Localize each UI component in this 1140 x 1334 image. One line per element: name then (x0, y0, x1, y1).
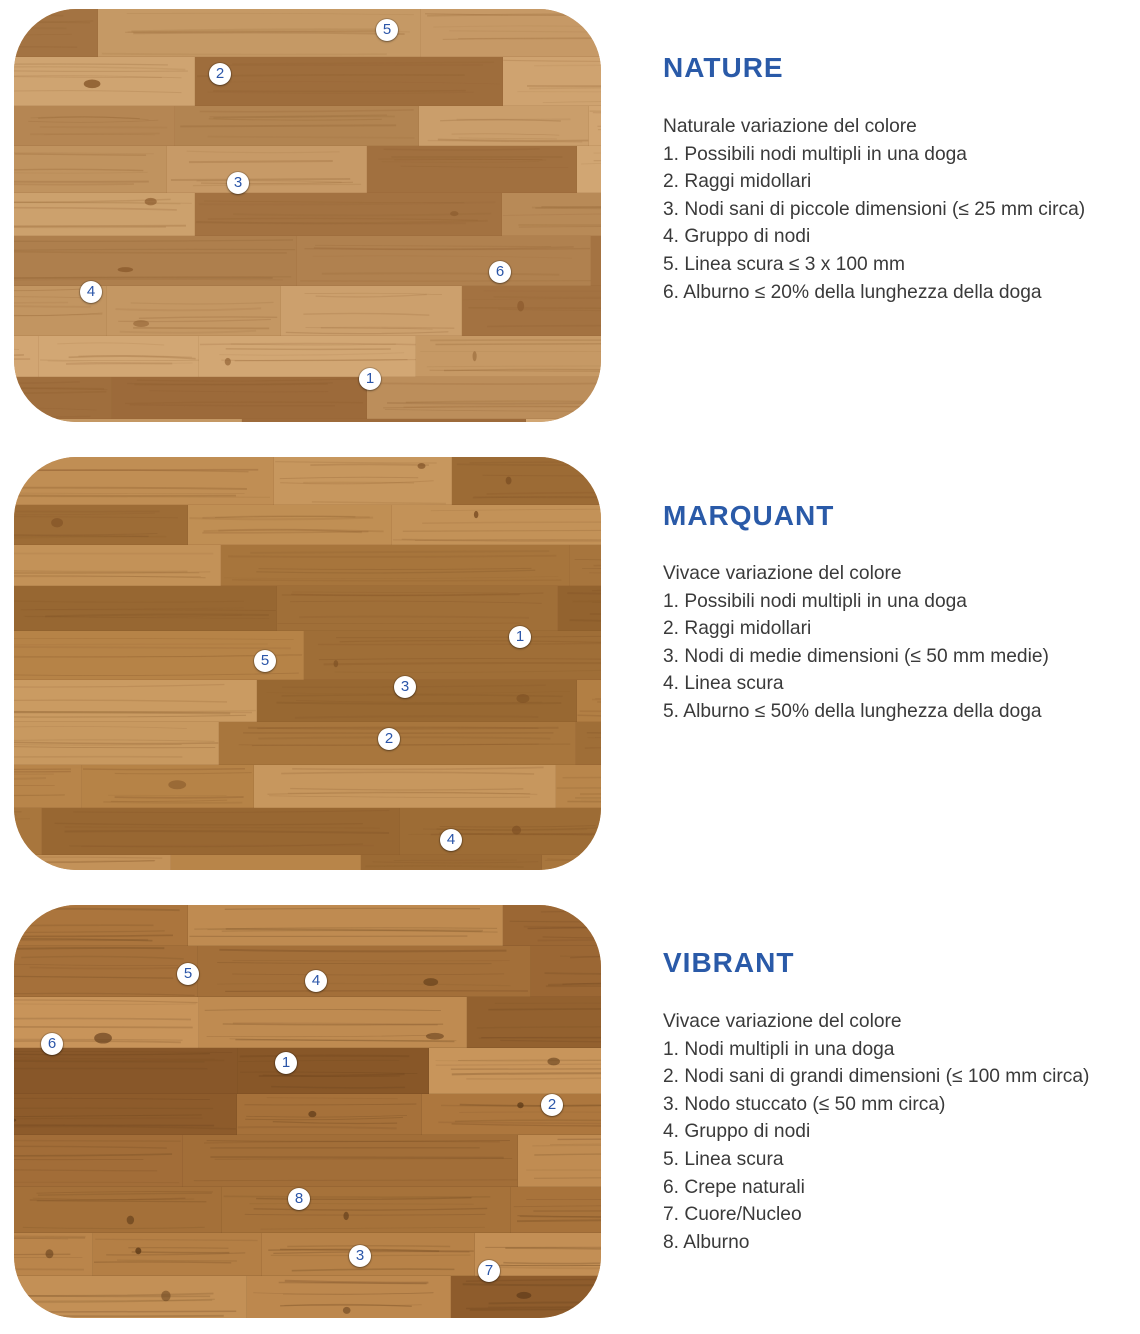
wood-grain (224, 1196, 491, 1197)
wood-grain (225, 991, 528, 992)
wood-grain (14, 1027, 193, 1028)
wood-knot (516, 694, 529, 703)
wood-grain (14, 1254, 70, 1255)
wood-knot (423, 978, 438, 986)
wood-plank (188, 905, 503, 946)
wood-plank (14, 946, 198, 997)
marker-4: 4 (305, 970, 327, 992)
list-item: 2. Raggi midollari (663, 171, 812, 193)
wood-plank (531, 946, 601, 997)
wood-knot (418, 463, 426, 469)
wood-knot (118, 267, 133, 272)
wood-grain (518, 225, 601, 226)
wood-knot (84, 79, 101, 88)
marker-1: 1 (275, 1052, 297, 1074)
wood-grain (557, 787, 601, 788)
wood-grain (567, 593, 601, 594)
wood-knot (133, 320, 149, 327)
wood-grain (14, 303, 68, 304)
wood-grain (14, 1060, 224, 1061)
wood-grain (128, 1248, 228, 1249)
wood-plank (429, 1048, 601, 1094)
list-item: 4. Linea scura (663, 673, 784, 695)
wood-texture (14, 9, 601, 422)
list-item: 3. Nodi sani di piccole dimensioni (≤ 25 mm circa) (663, 198, 1086, 220)
wood-knot (450, 211, 458, 216)
marker-2: 2 (541, 1094, 563, 1116)
wood-knot (343, 1307, 351, 1314)
section-title-marquant: MARQUANT (663, 500, 835, 531)
wood-grain (226, 349, 391, 350)
wood-grain (14, 184, 134, 185)
description-list-marquant (663, 560, 1049, 726)
marker-3: 3 (227, 172, 249, 194)
wood-plank (198, 946, 531, 997)
wood-grain (458, 1060, 601, 1061)
list-item: 4. Gruppo di nodi (663, 1121, 811, 1143)
wood-plank (254, 765, 556, 808)
wood-plank (14, 1094, 237, 1135)
wood-knot (517, 1102, 523, 1108)
list-item: 2. Nodi sani di grandi dimensioni (≤ 100 mm circa) (663, 1066, 1090, 1088)
wood-sample-nature (14, 9, 601, 422)
wood-grain (132, 1252, 230, 1253)
wood-plank (526, 419, 601, 422)
marker-2: 2 (378, 728, 400, 750)
list-item: 3. Nodo stuccato (≤ 50 mm circa) (663, 1093, 946, 1115)
wood-grain (287, 1246, 450, 1247)
wood-grain (14, 1236, 86, 1237)
wood-grain (40, 127, 167, 128)
wood-grain (452, 1073, 601, 1074)
wood-sample-vibrant (14, 905, 601, 1318)
wood-knot (517, 301, 524, 312)
wood-grain (14, 769, 71, 770)
marker-1: 1 (509, 626, 531, 648)
list-item: 5. Alburno ≤ 50% della lunghezza della doga (663, 700, 1042, 722)
wood-plank (503, 57, 601, 106)
wood-knot (343, 1212, 348, 1220)
wood-grain (14, 1140, 181, 1141)
wood-grain (83, 769, 245, 770)
list-item: 6. Alburno ≤ 20% della lunghezza della doga (663, 281, 1042, 303)
wood-grain (189, 161, 333, 162)
wood-knot (547, 1058, 560, 1066)
list-item: 3. Nodi di medie dimensioni (≤ 50 mm medie) (663, 645, 1049, 667)
wood-knot (506, 477, 512, 485)
wood-texture (14, 457, 601, 870)
wood-grain (488, 1009, 601, 1010)
wood-grain (276, 703, 561, 704)
wood-plank (188, 505, 392, 545)
wood-grain (592, 699, 601, 700)
marker-5: 5 (376, 19, 398, 41)
wood-plank (462, 286, 601, 336)
list-item: Vivace variazione del colore (663, 1011, 902, 1032)
wood-plank (171, 855, 361, 870)
wood-grain (14, 795, 65, 796)
wood-grain (569, 620, 601, 621)
wood-grain (133, 328, 269, 329)
wood-grain (210, 1157, 503, 1158)
list-item: 1. Nodi multipli in una doga (663, 1038, 895, 1060)
wood-plank (576, 722, 601, 765)
section-title-vibrant: VIBRANT (663, 947, 795, 978)
wood-plank (518, 1135, 601, 1187)
wood-grain (14, 28, 66, 29)
wood-plank (14, 545, 221, 586)
list-item: 6. Crepe naturali (663, 1176, 805, 1198)
wood-knot (94, 1033, 112, 1044)
wood-grain (14, 1068, 207, 1069)
wood-grain (524, 927, 601, 928)
wood-grain (310, 464, 429, 465)
wood-grain (115, 797, 244, 798)
marker-3: 3 (394, 676, 416, 698)
section-title-nature: NATURE (663, 52, 784, 83)
list-item: Vivace variazione del colore (663, 563, 902, 584)
wood-plank (392, 505, 601, 545)
wood-grain (14, 1125, 214, 1126)
list-item: 2. Raggi midollari (663, 618, 812, 640)
wood-plank (367, 146, 577, 193)
wood-plank (199, 336, 416, 377)
wood-knot (426, 1033, 444, 1040)
wood-knot (308, 1111, 316, 1117)
wood-knot (145, 198, 157, 206)
wood-grain (590, 614, 601, 615)
wood-grain (14, 511, 160, 512)
marker-4: 4 (80, 281, 102, 303)
wood-knot (168, 780, 186, 789)
marker-2: 2 (209, 63, 231, 85)
wood-grain (550, 869, 601, 870)
wood-plank (591, 236, 601, 286)
wood-knot (473, 351, 477, 361)
marker-1: 1 (359, 368, 381, 390)
list-item: 4. Gruppo di nodi (663, 226, 811, 248)
wood-grain (533, 1210, 601, 1211)
marker-5: 5 (254, 650, 276, 672)
wood-knot (135, 1247, 141, 1254)
list-item: 5. Linea scura ≤ 3 x 100 mm (663, 253, 905, 275)
wood-grain (14, 226, 186, 227)
description-list-vibrant (663, 1008, 1089, 1256)
wood-plank (422, 1094, 601, 1135)
wood-knot (127, 1216, 134, 1225)
wood-texture (14, 905, 601, 1318)
wood-plank (400, 808, 601, 855)
description-list-nature (663, 113, 1085, 306)
list-item: 1. Possibili nodi multipli in una doga (663, 590, 967, 612)
wood-knot (334, 660, 339, 667)
marker-6: 6 (489, 261, 511, 283)
wood-grain (14, 47, 77, 48)
wood-knot (474, 511, 479, 518)
marker-8: 8 (288, 1188, 310, 1210)
wood-grain (529, 88, 601, 89)
wood-grain (213, 91, 465, 92)
wood-knot (225, 358, 231, 366)
wood-grain (14, 1311, 236, 1312)
list-item: 1. Possibili nodi multipli in una doga (663, 143, 967, 165)
wood-knot (45, 1249, 53, 1258)
list-item: Naturale variazione del colore (663, 116, 917, 137)
wood-plank (242, 419, 526, 422)
list-item: 7. Cuore/Nucleo (663, 1204, 802, 1226)
wood-sample-marquant (14, 457, 601, 870)
wood-grain (14, 495, 236, 496)
wood-knot (516, 1292, 531, 1299)
wood-plank (467, 997, 601, 1048)
wood-knot (161, 1291, 170, 1302)
wood-grain (321, 327, 454, 328)
wood-plank (511, 1187, 601, 1233)
wood-plank (14, 336, 39, 377)
wood-plank (297, 236, 591, 286)
marker-5: 5 (177, 963, 199, 985)
wood-knot (51, 518, 63, 527)
wood-grain (545, 973, 601, 974)
wood-grain (240, 1056, 409, 1057)
list-item: 8. Alburno (663, 1231, 750, 1253)
marker-4: 4 (440, 829, 462, 851)
wood-grain (526, 1170, 601, 1171)
wood-knot (512, 826, 521, 835)
wood-plank (14, 106, 175, 146)
wood-plank (14, 1135, 183, 1187)
wood-plank (14, 808, 42, 855)
wood-grain (180, 125, 396, 126)
wood-grain (541, 206, 601, 207)
wood-grain (102, 54, 387, 55)
wood-grain (534, 1178, 601, 1179)
wood-grain (103, 802, 242, 803)
wood-plank (542, 855, 601, 870)
marker-7: 7 (478, 1260, 500, 1282)
wood-plank (14, 419, 242, 422)
marker-3: 3 (349, 1245, 371, 1267)
marker-6: 6 (41, 1033, 63, 1055)
wood-grain (468, 308, 601, 309)
list-item: 5. Linea scura (663, 1148, 784, 1170)
